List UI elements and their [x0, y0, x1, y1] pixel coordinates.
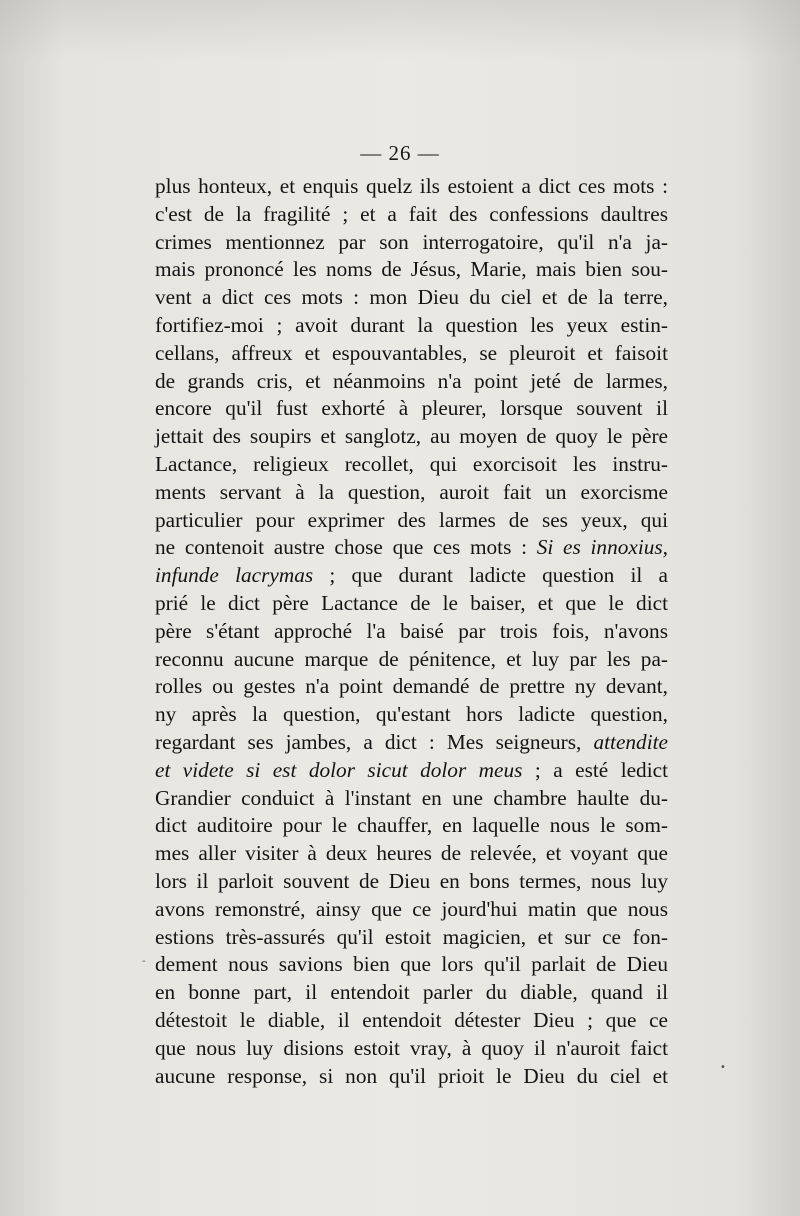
text-line: que nous luy disions estoit vray, à quoy il n'auroit faict: [155, 1035, 668, 1060]
text-line: aucune response, si non qu'il prioit le Dieu du ciel et: [155, 1063, 668, 1088]
text-line: cellans, affreux et espouvantables, se pleuroit et faisoit: [155, 340, 668, 365]
margin-dash: -: [142, 956, 146, 967]
text-line: prié le dict père Lactance de le baiser, et que le dict: [155, 590, 668, 615]
text-line-mixed: [155, 729, 668, 757]
text-line: plus honteux, et enquis quelz ils estoient a dict ces mots :: [155, 174, 668, 198]
text-segment: regardant ses jambes, a dict : Mes seigneurs,: [155, 729, 594, 754]
text-line: de grands cris, et néanmoins n'a point jeté de larmes,: [155, 368, 668, 393]
text-line: mais prononcé les noms de Jésus, Marie, mais bien sou-: [155, 257, 668, 282]
text-line: en bonne part, il entendoit parler du diable, quand il: [155, 980, 668, 1005]
latin-quote: infunde lacrymas: [155, 563, 314, 588]
text-line: Grandier conduict à l'instant en une chambre haulte du-: [155, 785, 668, 810]
text-line: dict auditoire pour le chauffer, en laquelle nous le som-: [155, 813, 668, 838]
text-line: c'est de la fragilité ; et a fait des confessions daultres: [155, 201, 668, 226]
text-line: ny après la question, qu'estant hors ladicte question,: [155, 702, 668, 727]
text-line-mixed: [155, 562, 668, 590]
text-line: fortifiez-moi ; avoit durant la question les yeux estin-: [155, 312, 668, 337]
text-line: vent a dict ces mots : mon Dieu du ciel et de la terre,: [155, 285, 668, 310]
text-segment: ; a esté ledict: [522, 757, 668, 782]
latin-quote: attendite: [593, 729, 668, 754]
text-line: particulier pour exprimer des larmes de ses yeux, qui: [155, 507, 668, 532]
text-line-mixed: [155, 534, 668, 562]
text-line: encore qu'il fust exhorté à pleurer, lorsque souvent il: [155, 396, 668, 421]
latin-quote: et videte si est dolor sicut dolor meus: [155, 757, 523, 782]
ink-speck: •: [720, 1062, 726, 1073]
text-line: reconnu aucune marque de pénitence, et luy par les pa-: [155, 646, 668, 671]
text-line: dement nous savions bien que lors qu'il parlait de Dieu: [155, 952, 668, 977]
text-line: rolles ou gestes n'a point demandé de prettre ny devant,: [155, 674, 668, 699]
text-line: père s'étant approché l'a baisé par trois fois, n'avons: [155, 618, 668, 643]
text-line: crimes mentionnez par son interrogatoire, qu'il n'a ja-: [155, 229, 668, 254]
page-number: — 26 —: [360, 141, 440, 165]
text-line: ments servant à la question, auroit fait un exorcisme: [155, 479, 668, 504]
text-line: Lactance, religieux recollet, qui exorcisoit les instru-: [155, 451, 668, 476]
text-segment: ne contenoit austre chose que ces mots :: [155, 535, 537, 560]
body-text: [155, 173, 668, 1090]
page-shadow: [0, 0, 800, 60]
text-line: avons remonstré, ainsy que ce jourd'hui matin que nous: [155, 896, 668, 921]
text-line: détestoit le diable, il entendoit détester Dieu ; que ce: [155, 1007, 668, 1032]
text-segment: ; que durant ladicte question il a: [313, 563, 669, 588]
text-line: mes aller visiter à deux heures de relevée, et voyant que: [155, 841, 668, 866]
text-line: jettait des soupirs et sanglotz, au moyen de quoy le père: [155, 424, 668, 449]
text-line: estions très-assurés qu'il estoit magicien, et sur ce fon-: [155, 924, 668, 949]
text-line: lors il parloit souvent de Dieu en bons termes, nous luy: [155, 868, 668, 893]
text-line-mixed: [155, 757, 668, 785]
latin-quote: Si es innoxius,: [536, 535, 668, 560]
